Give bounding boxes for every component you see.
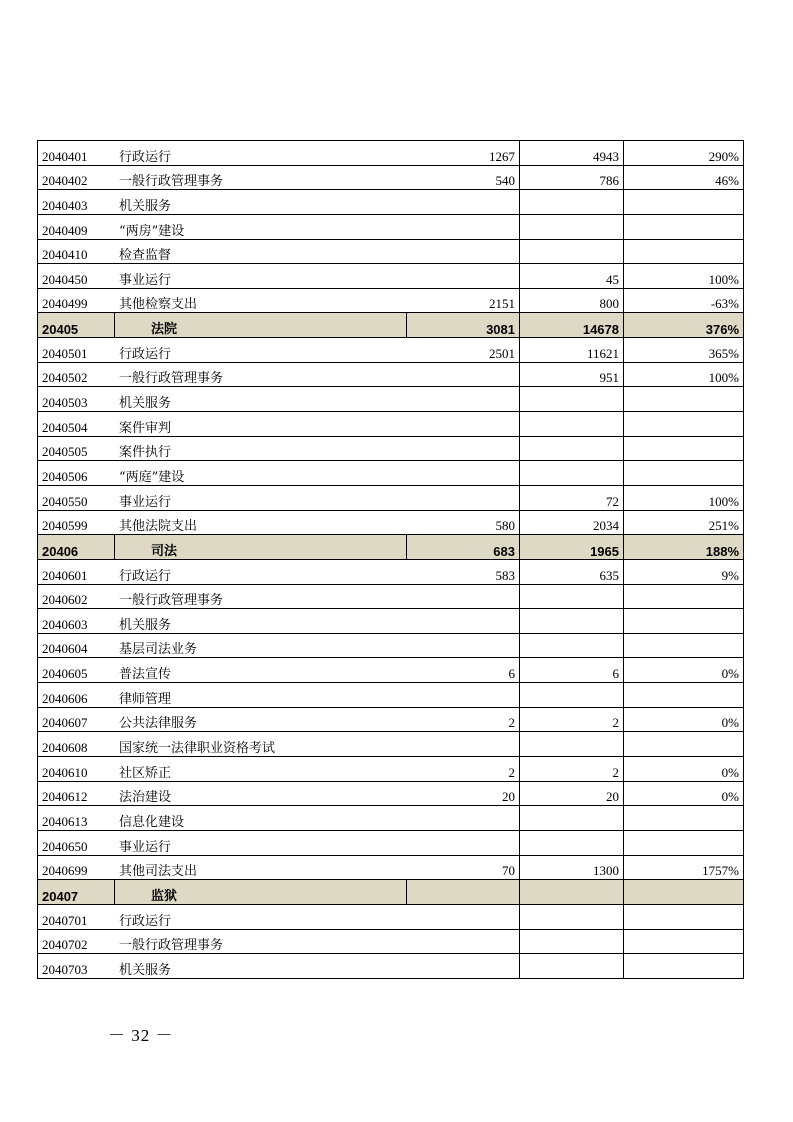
table-row: [38, 584, 744, 609]
amount-previous-cell: [407, 609, 520, 634]
change-percent-cell: [624, 830, 744, 855]
change-percent-cell: [624, 461, 744, 486]
item-code-cell: 2040506: [38, 461, 115, 486]
change-percent-cell: [624, 683, 744, 708]
item-name-cell: 机关服务: [115, 609, 407, 634]
amount-previous-cell: [407, 732, 520, 757]
page-number: － 32 －: [108, 1026, 174, 1045]
item-name-cell: 一般行政管理事务: [115, 584, 407, 609]
item-name-cell: 一般行政管理事务: [115, 362, 407, 387]
amount-previous-cell: [407, 387, 520, 412]
amount-previous-cell: 540: [407, 165, 520, 190]
amount-current-cell: [520, 609, 624, 634]
amount-current-cell: [520, 584, 624, 609]
change-percent-cell: 100%: [624, 264, 744, 289]
item-code-cell: 2040703: [38, 954, 115, 979]
change-percent-cell: 0%: [624, 781, 744, 806]
item-name-cell: 行政运行: [115, 141, 407, 166]
table-row: [38, 141, 744, 166]
amount-previous-cell: 1267: [407, 141, 520, 166]
amount-previous-cell: 2: [407, 757, 520, 782]
item-name-cell: 普法宣传: [115, 658, 407, 683]
table-row: [38, 658, 744, 683]
table-row: [38, 781, 744, 806]
amount-current-cell: 786: [520, 165, 624, 190]
amount-previous-cell: [407, 264, 520, 289]
table-row: [38, 338, 744, 363]
item-code-cell: 2040701: [38, 904, 115, 929]
item-code-cell: 20407: [38, 880, 115, 905]
table-row: [38, 387, 744, 412]
amount-previous-cell: [407, 214, 520, 239]
amount-current-cell: [520, 190, 624, 215]
item-code-cell: 2040610: [38, 757, 115, 782]
change-percent-cell: 290%: [624, 141, 744, 166]
amount-current-cell: [520, 387, 624, 412]
change-percent-cell: [624, 633, 744, 658]
table-row: [38, 165, 744, 190]
change-percent-cell: [624, 436, 744, 461]
amount-current-cell: [520, 436, 624, 461]
amount-previous-cell: 580: [407, 510, 520, 535]
item-code-cell: 2040608: [38, 732, 115, 757]
amount-previous-cell: [407, 485, 520, 510]
amount-previous-cell: 3081: [407, 313, 520, 338]
change-percent-cell: 0%: [624, 658, 744, 683]
table-row: [38, 264, 744, 289]
item-code-cell: 2040650: [38, 830, 115, 855]
item-name-cell: 其他司法支出: [115, 855, 407, 880]
change-percent-cell: 1757%: [624, 855, 744, 880]
budget-table-body: [38, 141, 744, 979]
item-code-cell: 2040401: [38, 141, 115, 166]
category-subtotal-row: [38, 313, 744, 338]
table-row: [38, 633, 744, 658]
amount-current-cell: [520, 904, 624, 929]
amount-current-cell: [520, 239, 624, 264]
change-percent-cell: [624, 732, 744, 757]
table-row: [38, 830, 744, 855]
amount-previous-cell: 2: [407, 707, 520, 732]
item-name-cell: 律师管理: [115, 683, 407, 708]
item-code-cell: 2040603: [38, 609, 115, 634]
item-name-cell: 社区矫正: [115, 757, 407, 782]
amount-current-cell: [520, 954, 624, 979]
table-row: [38, 362, 744, 387]
change-percent-cell: 9%: [624, 559, 744, 584]
amount-current-cell: [520, 806, 624, 831]
item-code-cell: 20405: [38, 313, 115, 338]
item-code-cell: 2040702: [38, 929, 115, 954]
item-name-cell: 机关服务: [115, 954, 407, 979]
amount-current-cell: 45: [520, 264, 624, 289]
amount-current-cell: 6: [520, 658, 624, 683]
item-code-cell: 2040612: [38, 781, 115, 806]
item-name-cell: 机关服务: [115, 190, 407, 215]
change-percent-cell: 376%: [624, 313, 744, 338]
table-row: [38, 732, 744, 757]
amount-current-cell: [520, 880, 624, 905]
change-percent-cell: -63%: [624, 288, 744, 313]
category-subtotal-row: [38, 880, 744, 905]
category-subtotal-row: [38, 535, 744, 560]
change-percent-cell: [624, 214, 744, 239]
change-percent-cell: 188%: [624, 535, 744, 560]
amount-previous-cell: [407, 904, 520, 929]
item-name-cell: 基层司法业务: [115, 633, 407, 658]
change-percent-cell: [624, 584, 744, 609]
amount-current-cell: 800: [520, 288, 624, 313]
amount-previous-cell: [407, 880, 520, 905]
amount-previous-cell: [407, 830, 520, 855]
item-name-cell: 公共法律服务: [115, 707, 407, 732]
change-percent-cell: 0%: [624, 757, 744, 782]
item-code-cell: 2040504: [38, 412, 115, 437]
item-code-cell: 2040604: [38, 633, 115, 658]
table-row: [38, 855, 744, 880]
change-percent-cell: [624, 190, 744, 215]
item-name-cell: 案件审判: [115, 412, 407, 437]
item-name-cell: 法院: [115, 313, 407, 338]
change-percent-cell: 365%: [624, 338, 744, 363]
amount-current-cell: [520, 633, 624, 658]
change-percent-cell: [624, 412, 744, 437]
table-row: [38, 485, 744, 510]
table-row: [38, 461, 744, 486]
change-percent-cell: [624, 387, 744, 412]
item-code-cell: 2040503: [38, 387, 115, 412]
item-code-cell: 2040450: [38, 264, 115, 289]
item-code-cell: 2040613: [38, 806, 115, 831]
amount-current-cell: 1300: [520, 855, 624, 880]
amount-previous-cell: [407, 362, 520, 387]
amount-current-cell: 2: [520, 757, 624, 782]
amount-previous-cell: [407, 954, 520, 979]
change-percent-cell: 0%: [624, 707, 744, 732]
change-percent-cell: [624, 929, 744, 954]
item-code-cell: 2040699: [38, 855, 115, 880]
amount-previous-cell: [407, 461, 520, 486]
table-row: [38, 954, 744, 979]
amount-current-cell: 11621: [520, 338, 624, 363]
item-name-cell: 检查监督: [115, 239, 407, 264]
table-row: [38, 806, 744, 831]
table-row: [38, 707, 744, 732]
item-name-cell: “两房”建设: [115, 214, 407, 239]
amount-previous-cell: [407, 412, 520, 437]
change-percent-cell: 251%: [624, 510, 744, 535]
amount-current-cell: [520, 732, 624, 757]
item-code-cell: 2040601: [38, 559, 115, 584]
item-code-cell: 2040403: [38, 190, 115, 215]
item-name-cell: 监狱: [115, 880, 407, 905]
change-percent-cell: 100%: [624, 362, 744, 387]
change-percent-cell: 100%: [624, 485, 744, 510]
amount-current-cell: [520, 214, 624, 239]
change-percent-cell: [624, 806, 744, 831]
amount-previous-cell: 583: [407, 559, 520, 584]
table-row: [38, 929, 744, 954]
item-name-cell: 一般行政管理事务: [115, 165, 407, 190]
item-name-cell: 行政运行: [115, 338, 407, 363]
table-row: [38, 904, 744, 929]
amount-previous-cell: 20: [407, 781, 520, 806]
item-code-cell: 2040599: [38, 510, 115, 535]
item-name-cell: 司法: [115, 535, 407, 560]
change-percent-cell: [624, 904, 744, 929]
item-name-cell: 其他法院支出: [115, 510, 407, 535]
amount-previous-cell: [407, 929, 520, 954]
amount-current-cell: [520, 929, 624, 954]
amount-previous-cell: [407, 683, 520, 708]
table-row: [38, 436, 744, 461]
item-name-cell: 行政运行: [115, 904, 407, 929]
item-name-cell: 事业运行: [115, 830, 407, 855]
table-row: [38, 683, 744, 708]
change-percent-cell: [624, 880, 744, 905]
item-code-cell: 2040499: [38, 288, 115, 313]
item-name-cell: 信息化建设: [115, 806, 407, 831]
item-name-cell: 事业运行: [115, 485, 407, 510]
item-name-cell: 法治建设: [115, 781, 407, 806]
item-code-cell: 2040607: [38, 707, 115, 732]
item-code-cell: 2040502: [38, 362, 115, 387]
amount-current-cell: [520, 683, 624, 708]
amount-previous-cell: [407, 806, 520, 831]
amount-previous-cell: [407, 633, 520, 658]
item-code-cell: 2040501: [38, 338, 115, 363]
item-name-cell: 一般行政管理事务: [115, 929, 407, 954]
item-code-cell: 2040605: [38, 658, 115, 683]
change-percent-cell: [624, 239, 744, 264]
amount-current-cell: 14678: [520, 313, 624, 338]
item-code-cell: 20406: [38, 535, 115, 560]
change-percent-cell: 46%: [624, 165, 744, 190]
table-row: [38, 609, 744, 634]
table-row: [38, 412, 744, 437]
amount-previous-cell: [407, 190, 520, 215]
item-name-cell: 案件执行: [115, 436, 407, 461]
table-row: [38, 559, 744, 584]
table-row: [38, 214, 744, 239]
amount-previous-cell: 683: [407, 535, 520, 560]
amount-previous-cell: [407, 239, 520, 264]
table-row: [38, 190, 744, 215]
amount-current-cell: [520, 461, 624, 486]
amount-current-cell: 2: [520, 707, 624, 732]
amount-previous-cell: 2501: [407, 338, 520, 363]
amount-previous-cell: [407, 436, 520, 461]
item-code-cell: 2040602: [38, 584, 115, 609]
amount-current-cell: 951: [520, 362, 624, 387]
item-code-cell: 2040606: [38, 683, 115, 708]
table-row: [38, 239, 744, 264]
table-row: [38, 510, 744, 535]
amount-current-cell: 4943: [520, 141, 624, 166]
amount-current-cell: 2034: [520, 510, 624, 535]
amount-previous-cell: 6: [407, 658, 520, 683]
item-name-cell: 国家统一法律职业资格考试: [115, 732, 407, 757]
item-name-cell: 机关服务: [115, 387, 407, 412]
amount-current-cell: [520, 830, 624, 855]
item-code-cell: 2040402: [38, 165, 115, 190]
change-percent-cell: [624, 609, 744, 634]
item-code-cell: 2040505: [38, 436, 115, 461]
amount-current-cell: 20: [520, 781, 624, 806]
table-row: [38, 288, 744, 313]
amount-previous-cell: 70: [407, 855, 520, 880]
item-code-cell: 2040550: [38, 485, 115, 510]
amount-current-cell: 72: [520, 485, 624, 510]
table-row: [38, 757, 744, 782]
item-name-cell: 事业运行: [115, 264, 407, 289]
item-name-cell: 行政运行: [115, 559, 407, 584]
amount-current-cell: [520, 412, 624, 437]
amount-previous-cell: 2151: [407, 288, 520, 313]
amount-current-cell: 635: [520, 559, 624, 584]
item-code-cell: 2040410: [38, 239, 115, 264]
change-percent-cell: [624, 954, 744, 979]
amount-previous-cell: [407, 584, 520, 609]
item-name-cell: “两庭”建设: [115, 461, 407, 486]
item-name-cell: 其他检察支出: [115, 288, 407, 313]
budget-table: [37, 140, 744, 979]
item-code-cell: 2040409: [38, 214, 115, 239]
amount-current-cell: 1965: [520, 535, 624, 560]
